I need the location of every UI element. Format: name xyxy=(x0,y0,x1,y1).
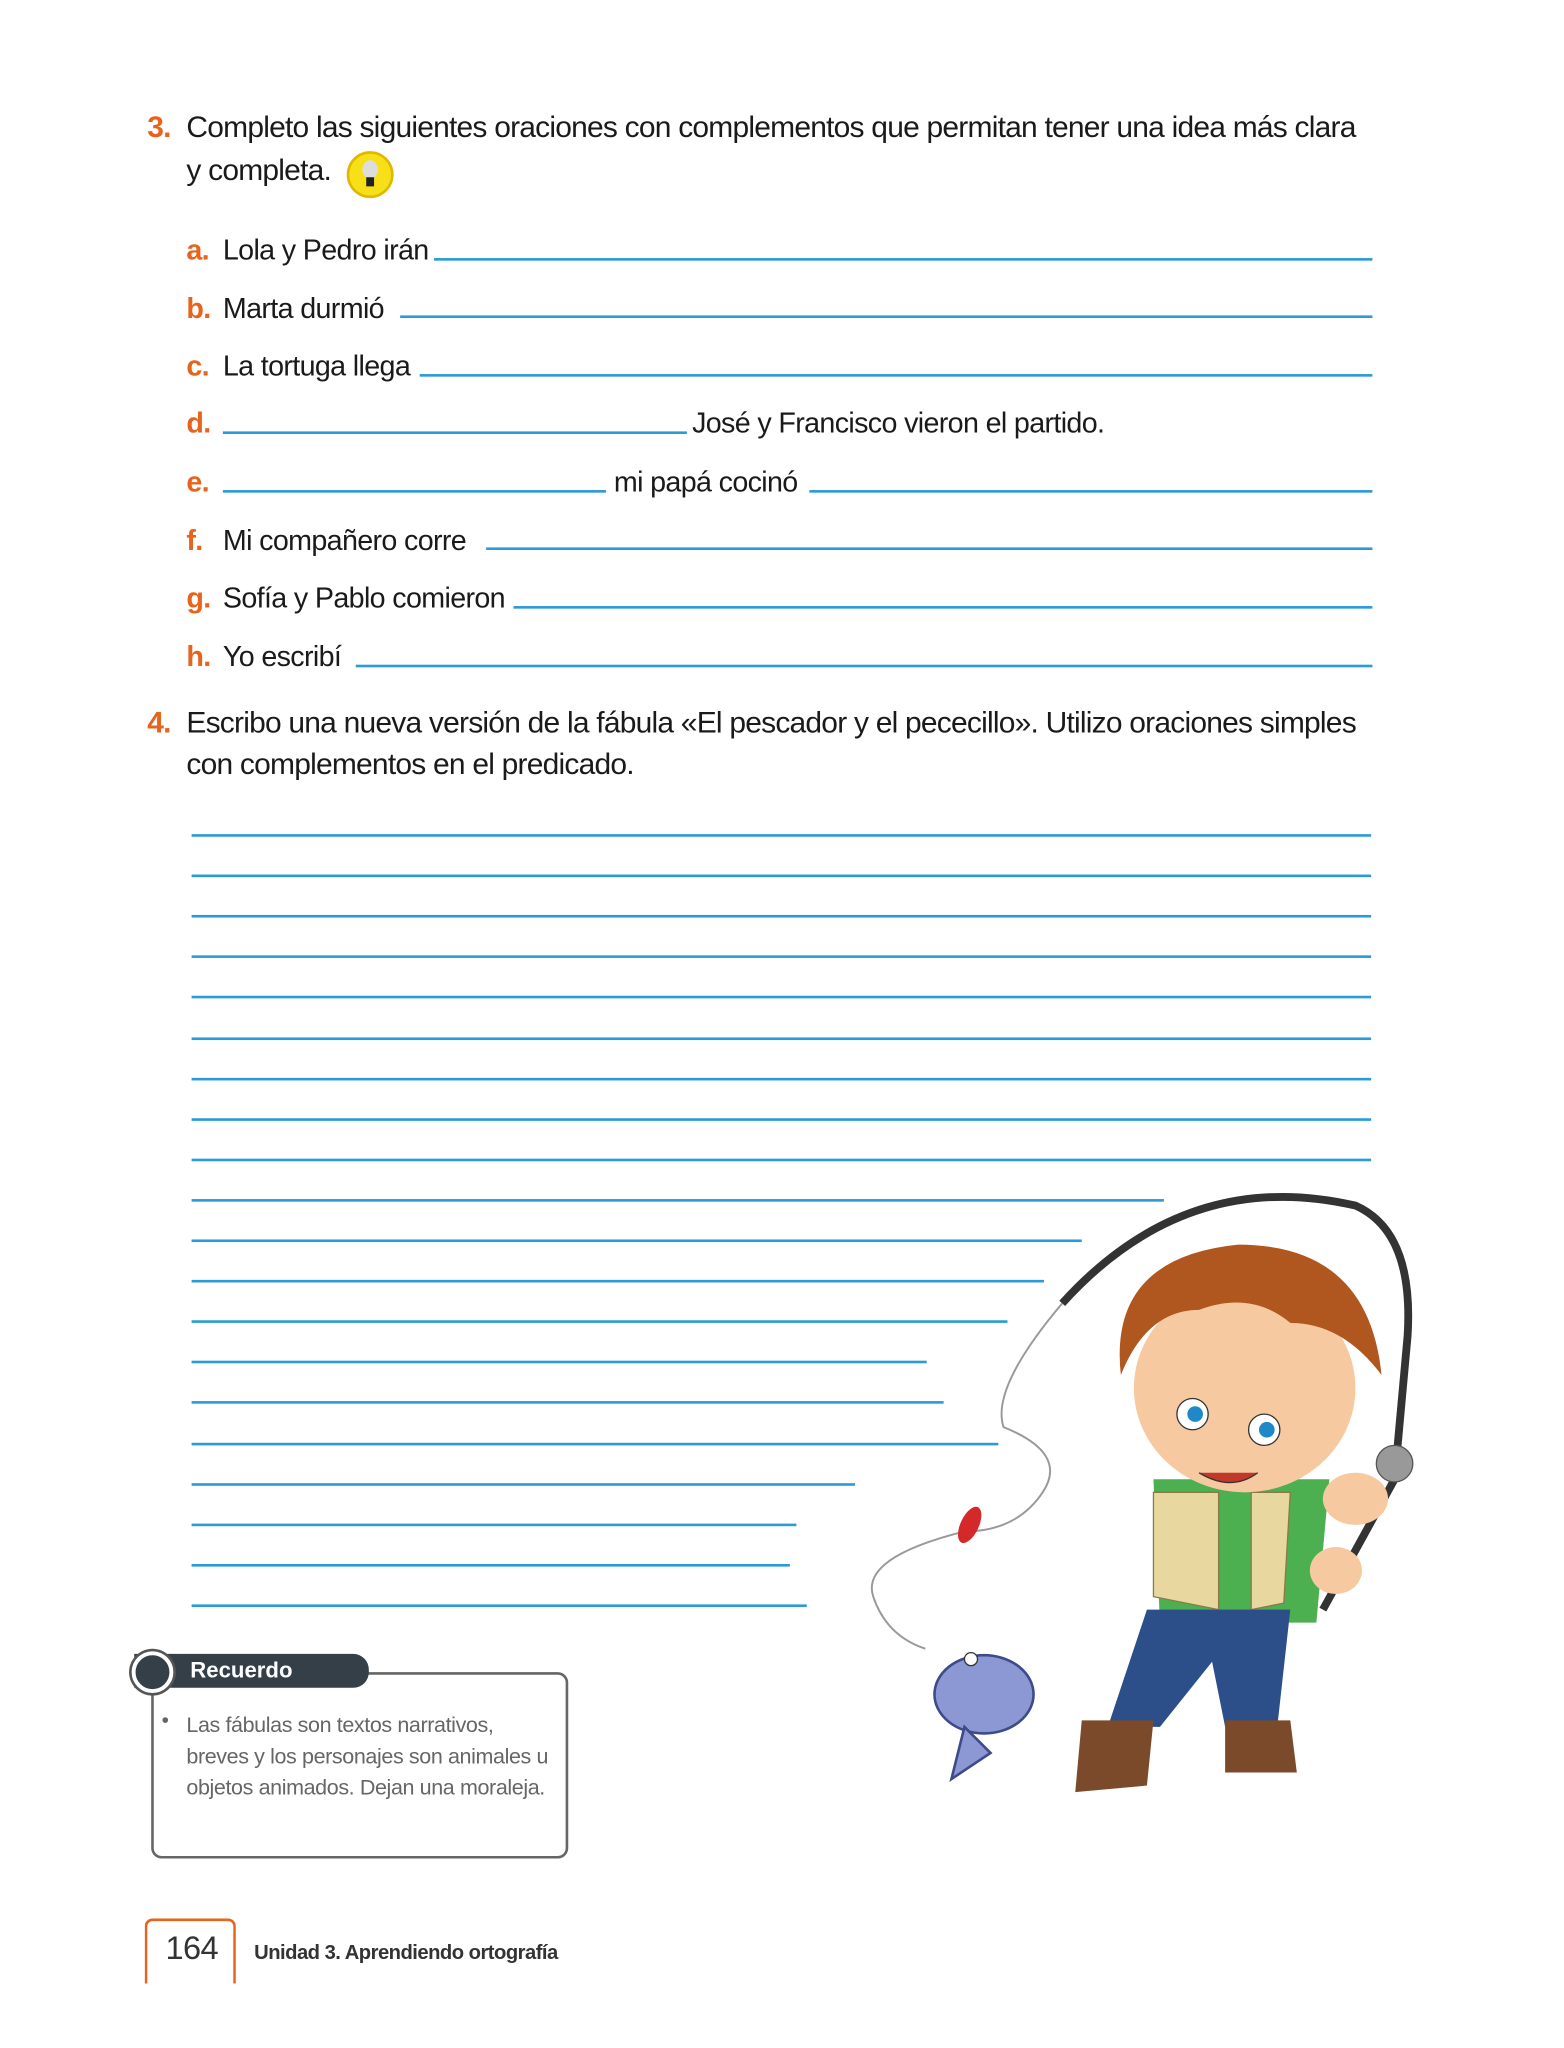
item-letter-b: b. xyxy=(186,291,211,325)
writing-line[interactable] xyxy=(192,1564,790,1567)
writing-line[interactable] xyxy=(192,956,1372,959)
item-letter-d: d. xyxy=(186,406,211,440)
item-text-h: Yo escribí xyxy=(222,639,342,673)
unit-title: Unidad 3. Aprendiendo ortografía xyxy=(254,1941,558,1965)
item-text-a: Lola y Pedro irán xyxy=(222,233,429,266)
answer-line-e-2[interactable] xyxy=(809,490,1372,493)
answer-line-d[interactable] xyxy=(223,431,687,434)
writing-line[interactable] xyxy=(192,1402,944,1405)
item-text-e: mi papá cocinó xyxy=(613,465,798,498)
writing-line[interactable] xyxy=(192,1523,797,1526)
writing-line[interactable] xyxy=(192,1361,927,1364)
answer-line-e-1[interactable] xyxy=(223,490,606,493)
page-number: 164 xyxy=(165,1930,218,1967)
item-text-b: Marta durmió xyxy=(222,291,384,325)
boy-icon xyxy=(1075,1245,1413,1792)
question-4-text-1: Escribo una nueva versión de la fábula «El pescador y el pececillo». Utilizo oraciones simples xyxy=(186,705,1356,739)
question-3-text-1: Completo las siguientes oraciones con complementos que permitan tener una idea más clara xyxy=(186,109,1356,144)
boy-fishing-illustration xyxy=(860,1180,1433,1806)
answer-line-a[interactable] xyxy=(434,258,1372,261)
item-letter-h: h. xyxy=(186,639,211,673)
recuerdo-text: Las fábulas son textos narrativos, breves y los personajes son animales u objetos animados. Dejan una moraleja. xyxy=(186,1713,549,1800)
writing-line[interactable] xyxy=(192,1037,1372,1040)
writing-line[interactable] xyxy=(192,875,1372,878)
writing-line[interactable] xyxy=(192,915,1372,918)
fishing-float xyxy=(953,1503,986,1546)
writing-line[interactable] xyxy=(192,1604,807,1607)
question-3-text-2: y completa. xyxy=(186,152,332,187)
item-letter-a: a. xyxy=(186,233,210,266)
item-letter-e: e. xyxy=(186,465,210,498)
writing-line[interactable] xyxy=(192,996,1372,999)
recuerdo-title: Recuerdo xyxy=(190,1657,293,1683)
fish-icon xyxy=(934,1653,1033,1779)
fishing-line xyxy=(872,1303,1062,1648)
answer-line-f[interactable] xyxy=(486,547,1372,550)
item-text-d: José y Francisco vieron el partido. xyxy=(692,406,1105,440)
writing-line[interactable] xyxy=(192,1077,1372,1080)
answer-line-g[interactable] xyxy=(514,606,1373,609)
question-4-number: 4. xyxy=(147,705,171,739)
lightbulb-icon xyxy=(345,150,395,200)
writing-line[interactable] xyxy=(192,1118,1372,1121)
question-4-text-2: con complementos en el predicado. xyxy=(186,746,634,781)
answer-line-h[interactable] xyxy=(356,665,1373,668)
item-letter-g: g. xyxy=(186,581,211,614)
answer-line-b[interactable] xyxy=(400,315,1372,318)
writing-line[interactable] xyxy=(192,1483,855,1486)
writing-line[interactable] xyxy=(192,834,1372,837)
item-text-f: Mi compañero corre xyxy=(222,523,467,557)
item-letter-f: f. xyxy=(186,523,203,557)
circle-icon xyxy=(132,1651,174,1693)
bullet-icon: • xyxy=(161,1709,169,1733)
question-3-number: 3. xyxy=(147,109,171,144)
writing-line[interactable] xyxy=(192,1158,1372,1161)
item-text-c: La tortuga llega xyxy=(222,349,411,382)
item-letter-c: c. xyxy=(186,349,210,382)
item-text-g: Sofía y Pablo comieron xyxy=(222,581,505,614)
answer-line-c[interactable] xyxy=(420,374,1373,377)
